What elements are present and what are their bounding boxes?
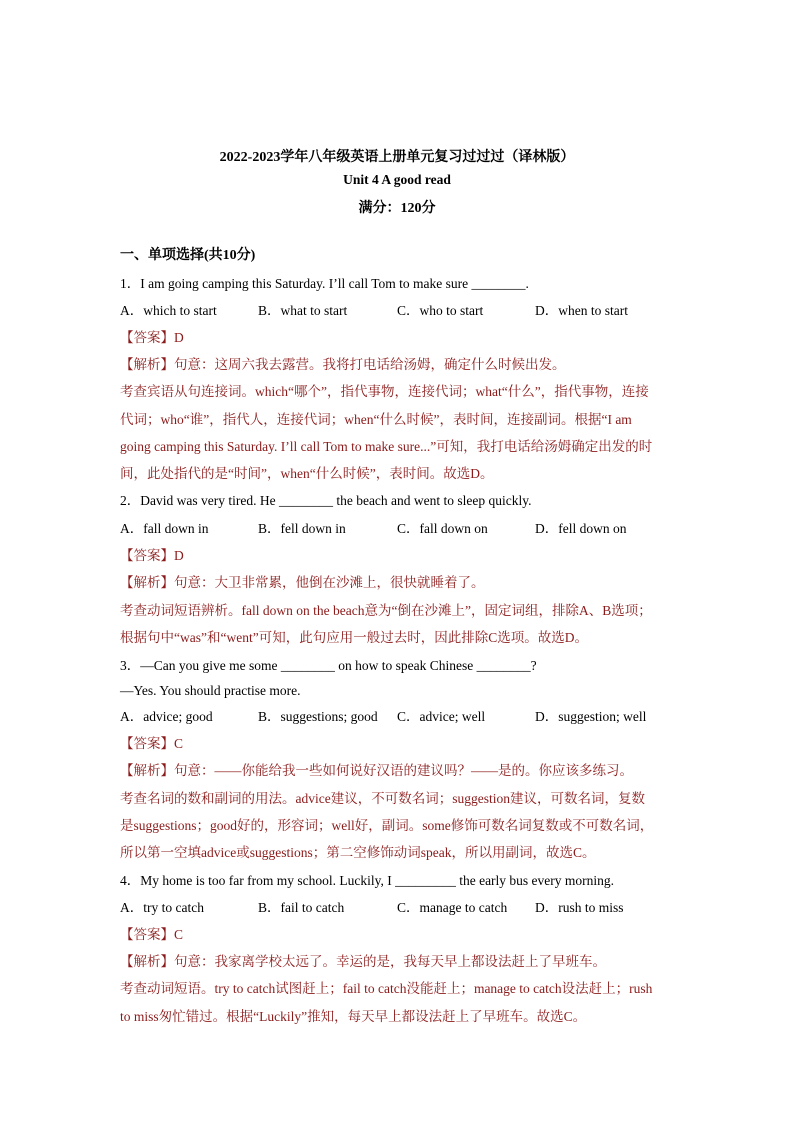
option-a: A．which to start: [120, 303, 217, 318]
analysis-line: 【解析】句意：大卫非常累，他倒在沙滩上，很快就睡着了。: [120, 575, 485, 590]
option-b: B．fell down in: [258, 521, 346, 536]
analysis-line: 【解析】句意：——你能给我一些如何说好汉语的建议吗？——是的。你应该多练习。: [120, 763, 633, 778]
option-c: C．manage to catch: [397, 900, 508, 915]
answer: 【答案】D: [120, 548, 184, 563]
question-3-stem: 3．—Can you give me some ________ on how to speak Chinese ________?: [120, 658, 537, 673]
question-2-stem: 2．David was very tired. He ________ the beach and went to sleep quickly.: [120, 493, 532, 508]
analysis-line: 所以第一空填advice或suggestions；第二空修饰动词speak，所以用副词，故选C。: [120, 845, 596, 860]
analysis-line: 考查动词短语辨析。fall down on the beach意为“倒在沙滩上”，固定词组，排除A、B选项；: [120, 603, 652, 618]
question-3-reply: —Yes. You should practise more.: [120, 683, 301, 698]
option-a: A．advice; good: [120, 709, 213, 724]
question-4-stem: 4．My home is too far from my school. Luckily, I _________ the early bus every morning.: [120, 873, 615, 888]
document-title: 2022-2023学年八年级英语上册单元复习过过过（译林版）: [219, 150, 575, 165]
unit-title: Unit 4 A good read: [343, 172, 451, 187]
analysis-line: 间，此处指代的是“时间”，when“什么时候”，表时间。故选D。: [120, 466, 494, 481]
option-c: C．fall down on: [397, 521, 488, 536]
option-d: D．fell down on: [535, 521, 627, 536]
option-b: B．what to start: [258, 303, 348, 318]
analysis-line: 是suggestions；good好的，形容词；well好，副词。some修饰可数名词复数或不可数名词，: [120, 818, 654, 833]
analysis-line: to miss匆忙错过。根据“Luckily”推知，每天早上都设法赶上了早班车。故选C。: [120, 1009, 587, 1024]
analysis-line: 根据句中“was”和“went”可知，此句应用一般过去时，因此排除C选项。故选D。: [120, 630, 588, 645]
question-1-stem: 1．I am going camping this Saturday. I’ll call Tom to make sure ________.: [120, 276, 529, 291]
option-d: D．suggestion; well: [535, 709, 647, 724]
option-c: C．who to start: [397, 303, 484, 318]
option-c: C．advice; well: [397, 709, 486, 724]
section-heading: 一、单项选择(共10分): [120, 248, 256, 263]
analysis-line: 考查名词的数和副词的用法。advice建议，不可数名词；suggestion建议，可数名词，复数: [120, 791, 645, 806]
answer: 【答案】D: [120, 330, 184, 345]
option-d: D．rush to miss: [535, 900, 624, 915]
option-b: B．fail to catch: [258, 900, 345, 915]
analysis-line: 【解析】句意：这周六我去露营。我将打电话给汤姆，确定什么时候出发。: [120, 357, 566, 372]
option-d: D．when to start: [535, 303, 628, 318]
analysis-line: 考查宾语从句连接词。which“哪个”，指代事物，连接代词；what“什么”，指代事物，连接: [120, 384, 649, 399]
option-a: A．try to catch: [120, 900, 204, 915]
full-score: 满分：120分: [358, 201, 436, 216]
analysis-line: 代词；who“谁”，指代人，连接代词；when“什么时候”，表时间，连接副词。根据“I am: [120, 412, 632, 427]
option-a: A．fall down in: [120, 521, 209, 536]
answer: 【答案】C: [120, 927, 184, 942]
analysis-line: going camping this Saturday. I’ll call Tom to make sure...”可知，我打电话给汤姆确定出发的时: [120, 439, 653, 454]
option-b: B．suggestions; good: [258, 709, 378, 724]
analysis-line: 考查动词短语。try to catch试图赶上；fail to catch没能赶上；manage to catch设法赶上；rush: [120, 981, 653, 996]
answer: 【答案】C: [120, 736, 184, 751]
analysis-line: 【解析】句意：我家离学校太远了。幸运的是，我每天早上都设法赶上了早班车。: [120, 954, 606, 969]
